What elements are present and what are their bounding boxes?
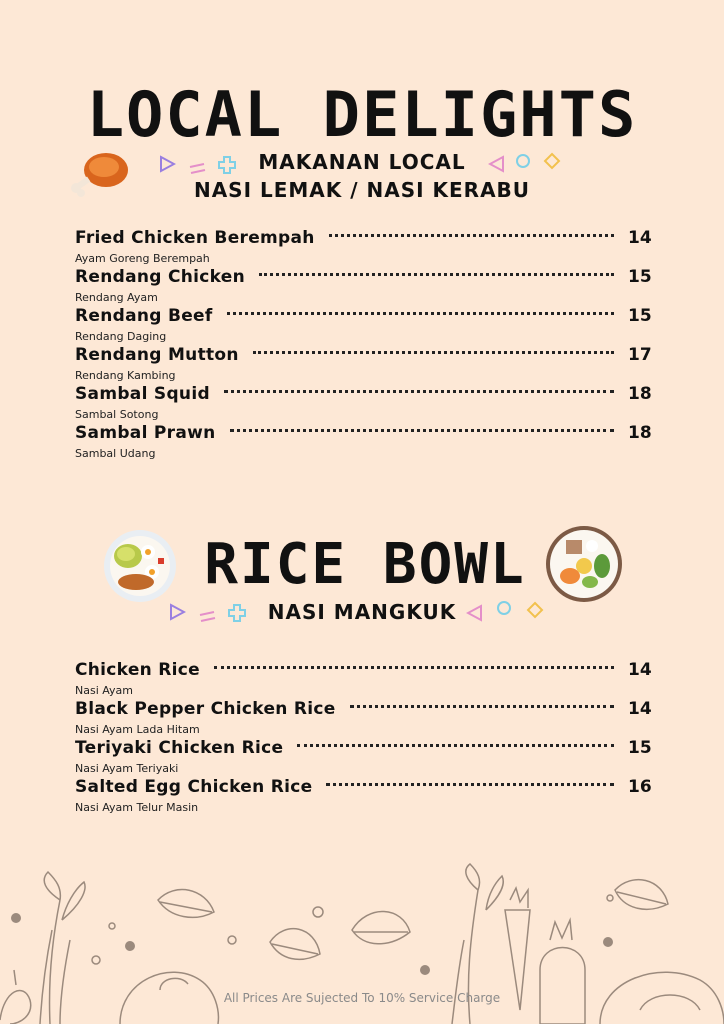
item-name: Salted Egg Chicken Rice xyxy=(75,777,313,797)
menu-item xyxy=(75,384,650,423)
menu-item xyxy=(75,738,650,777)
menu-item xyxy=(75,228,650,267)
item-local-name: Sambal Udang xyxy=(75,447,156,460)
item-price: 14 xyxy=(628,228,652,248)
menu-item xyxy=(75,345,650,384)
item-price: 14 xyxy=(628,699,652,719)
dot-leader xyxy=(350,705,614,708)
item-local-name: Rendang Ayam xyxy=(75,291,158,304)
item-name: Sambal Prawn xyxy=(75,423,216,443)
dot-leader xyxy=(326,783,614,786)
item-name: Rendang Chicken xyxy=(75,267,246,287)
item-name: Sambal Squid xyxy=(75,384,210,404)
item-name: Fried Chicken Berempah xyxy=(75,228,315,248)
item-local-name: Nasi Ayam Lada Hitam xyxy=(75,723,200,736)
menu-item xyxy=(75,699,650,738)
circle-icon xyxy=(515,153,531,169)
menu-item xyxy=(75,660,650,699)
rice-bowl-right-image xyxy=(544,524,624,604)
item-local-name: Nasi Ayam Teriyaki xyxy=(75,762,179,775)
dot-leader xyxy=(227,312,614,315)
item-price: 15 xyxy=(628,306,652,326)
item-price: 14 xyxy=(628,660,652,680)
dot-leader xyxy=(259,273,614,276)
item-price: 18 xyxy=(628,384,652,404)
section-subtitle: NASI MANGKUK xyxy=(267,600,457,624)
item-name: Chicken Rice xyxy=(75,660,201,680)
menu-item xyxy=(75,777,650,816)
dot-leader xyxy=(329,234,614,237)
item-local-name: Rendang Daging xyxy=(75,330,167,343)
item-local-name: Ayam Goreng Berempah xyxy=(75,252,210,265)
triangle-icon xyxy=(466,604,484,622)
triangle-icon xyxy=(488,155,506,173)
item-name: Rendang Mutton xyxy=(75,345,239,365)
dot-leader xyxy=(224,390,614,393)
circle-icon xyxy=(496,600,512,616)
item-name: Black Pepper Chicken Rice xyxy=(75,699,336,719)
menu-item xyxy=(75,306,650,345)
menu-item xyxy=(75,423,650,462)
section-title-rice-bowl: RICE BOWL xyxy=(204,532,526,597)
item-name: Rendang Beef xyxy=(75,306,213,326)
service-charge-note: All Prices Are Sujected To 10% Service Charge xyxy=(223,991,501,1005)
dot-leader xyxy=(297,744,614,747)
menu-item xyxy=(75,267,650,306)
dot-leader xyxy=(214,666,614,669)
menu-list-local-delights xyxy=(75,228,650,462)
menu-list-rice-bowl xyxy=(75,660,650,816)
item-price: 15 xyxy=(628,267,652,287)
dot-leader xyxy=(230,429,614,432)
dot-leader xyxy=(253,351,614,354)
section-title-local-delights: LOCAL DELIGHTS xyxy=(86,78,638,151)
item-local-name: Nasi Ayam Telur Masin xyxy=(75,801,199,814)
diamond-icon xyxy=(526,601,544,619)
item-price: 16 xyxy=(628,777,652,797)
section-subtitle-line1: MAKANAN LOCAL xyxy=(258,150,466,174)
item-local-name: Sambal Sotong xyxy=(75,408,159,421)
item-local-name: Rendang Kambing xyxy=(75,369,176,382)
item-price: 18 xyxy=(628,423,652,443)
item-price: 15 xyxy=(628,738,652,758)
section-subtitle-line2: NASI LEMAK / NASI KERABU xyxy=(193,178,531,202)
item-name: Teriyaki Chicken Rice xyxy=(75,738,284,758)
item-local-name: Nasi Ayam xyxy=(75,684,133,697)
item-price: 17 xyxy=(628,345,652,365)
diamond-icon xyxy=(543,152,561,170)
